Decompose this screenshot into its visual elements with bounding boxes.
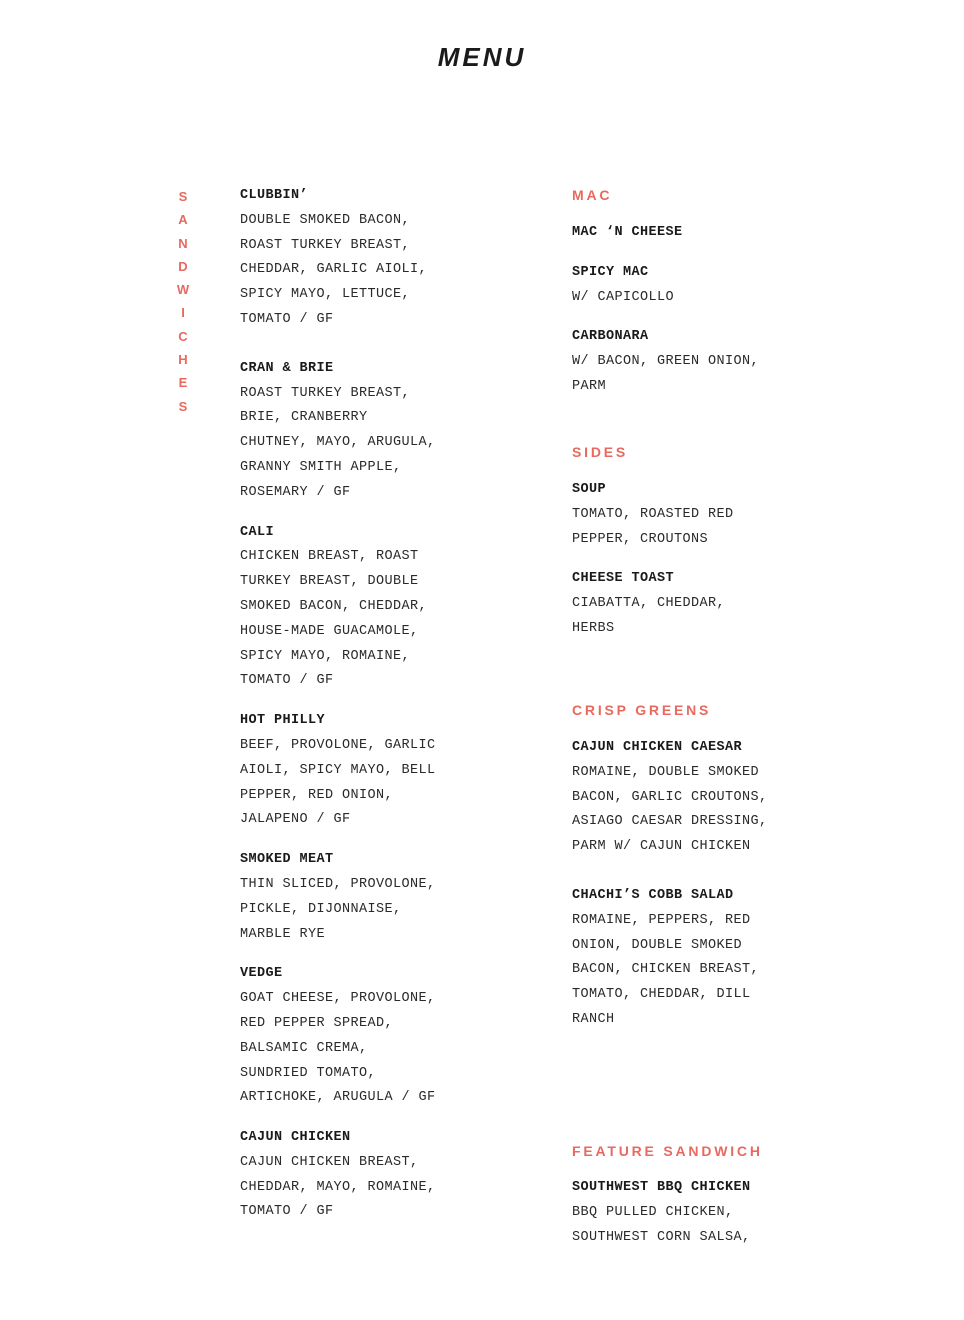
item-description: ROMAINE, PEPPERS, RED ONION, DOUBLE SMOKED BACON, CHICKEN BREAST, TOMATO, CHEDDAR, DILL RANCH xyxy=(572,912,760,1027)
item-description: W/ BACON, GREEN ONION, PARM xyxy=(572,354,760,394)
item-name: CAJUN CHICKEN CAESAR xyxy=(572,740,743,755)
label-letter: C xyxy=(178,328,188,344)
menu-item-soup xyxy=(572,478,932,552)
item-name: CRAN & BRIE xyxy=(240,360,334,376)
menu-item-vedge xyxy=(240,962,540,1111)
label-letter: E xyxy=(178,375,188,391)
item-description: CAJUN CHICKEN BREAST, CHEDDAR, MAYO, ROMAINE, TOMATO / GF xyxy=(240,1154,436,1220)
item-name: MAC ‘N CHEESE xyxy=(572,225,683,240)
item-name: CARBONARA xyxy=(572,329,649,345)
item-name: VEDGE xyxy=(240,966,283,982)
menu-item-cajun-chicken xyxy=(240,1126,540,1225)
label-letter: N xyxy=(178,235,188,251)
item-description: GOAT CHEESE, PROVOLONE, RED PEPPER SPREAD, BALSAMIC CREMA, SUNDRIED TOMATO, ARTICHOKE, ARUGULA / GF xyxy=(240,991,436,1106)
item-description: ROMAINE, DOUBLE SMOKED BACON, GARLIC CROUTONS, ASIAGO CAESAR DRESSING, PARM W/ CAJUN CHICKEN xyxy=(572,764,768,855)
menu-item-cheese-toast xyxy=(572,567,932,641)
item-name: CALI xyxy=(240,524,275,540)
item-name: HOT PHILLY xyxy=(240,713,326,729)
section-heading-mac: MAC xyxy=(572,187,613,203)
item-description: BBQ PULLED CHICKEN, SOUTHWEST CORN SALSA, xyxy=(572,1204,751,1245)
item-name: CLUBBIN’ xyxy=(240,188,309,203)
item-description: CHICKEN BREAST, ROAST TURKEY BREAST, DOUBLE SMOKED BACON, CHEDDAR, HOUSE-MADE GUACAMOLE, SPICY MAYO, ROMAINE, TOMATO / GF xyxy=(240,549,428,689)
label-letter: H xyxy=(178,352,188,368)
item-description: THIN SLICED, PROVOLONE, PICKLE, DIJONNAISE, MARBLE RYE xyxy=(240,876,436,942)
item-name: CHEESE TOAST xyxy=(572,571,675,587)
item-description: DOUBLE SMOKED BACON, ROAST TURKEY BREAST, CHEDDAR, GARLIC AIOLI, SPICY MAYO, LETTUCE, TOMATO / GF xyxy=(240,212,428,327)
item-description: W/ CAPICOLLO xyxy=(572,289,675,305)
sandwiches-column xyxy=(240,184,540,1240)
menu-item-cran-brie xyxy=(240,357,540,506)
menu-item-hot-philly xyxy=(240,709,540,833)
label-letter: D xyxy=(178,258,188,274)
menu-item-carbonara xyxy=(572,325,932,399)
item-description: ROAST TURKEY BREAST, BRIE, CRANBERRY CHUTNEY, MAYO, ARUGULA, GRANNY SMITH APPLE, ROSEMARY / GF xyxy=(240,385,436,500)
label-letter: S xyxy=(178,398,188,414)
item-name: SPICY MAC xyxy=(572,264,649,280)
menu-item-clubbin xyxy=(240,184,540,333)
crisp-greens-section xyxy=(572,736,932,1048)
right-column xyxy=(572,0,932,1320)
menu-item-mac-n-cheese xyxy=(572,221,932,246)
menu-item-cali xyxy=(240,521,540,695)
item-description: CIABATTA, CHEDDAR, HERBS xyxy=(572,596,726,636)
section-heading-crisp-greens: CRISP GREENS xyxy=(572,702,712,718)
menu-item-chachis-cobb-salad xyxy=(572,884,932,1033)
item-name: SOUP xyxy=(572,482,607,497)
item-name: SOUTHWEST BBQ CHICKEN xyxy=(572,1180,751,1195)
menu-item-southwest-bbq-chicken xyxy=(572,1176,932,1250)
section-heading-sides: SIDES xyxy=(572,444,629,460)
feature-sandwich-section xyxy=(572,1176,932,1265)
sandwiches-vertical-label xyxy=(176,185,190,418)
page-title: MENU xyxy=(437,42,527,72)
sides-section xyxy=(572,478,932,657)
item-name: CAJUN CHICKEN xyxy=(240,1130,351,1146)
item-name: SMOKED MEAT xyxy=(240,852,334,868)
label-letter: S xyxy=(178,189,188,204)
item-description: BEEF, PROVOLONE, GARLIC AIOLI, SPICY MAYO, BELL PEPPER, RED ONION, JALAPENO / GF xyxy=(240,737,436,828)
mac-section xyxy=(572,221,932,415)
label-letter: W xyxy=(176,282,190,298)
item-description: TOMATO, ROASTED RED PEPPER, CROUTONS xyxy=(572,506,734,547)
item-name: CHACHI’S COBB SALAD xyxy=(572,887,734,903)
menu-item-cajun-chicken-caesar xyxy=(572,736,932,860)
menu-item-spicy-mac xyxy=(572,261,932,311)
label-letter: A xyxy=(178,212,188,228)
label-letter: I xyxy=(181,305,185,321)
section-heading-feature-sandwich: FEATURE SANDWICH xyxy=(572,1143,763,1159)
menu-item-smoked-meat xyxy=(240,848,540,947)
